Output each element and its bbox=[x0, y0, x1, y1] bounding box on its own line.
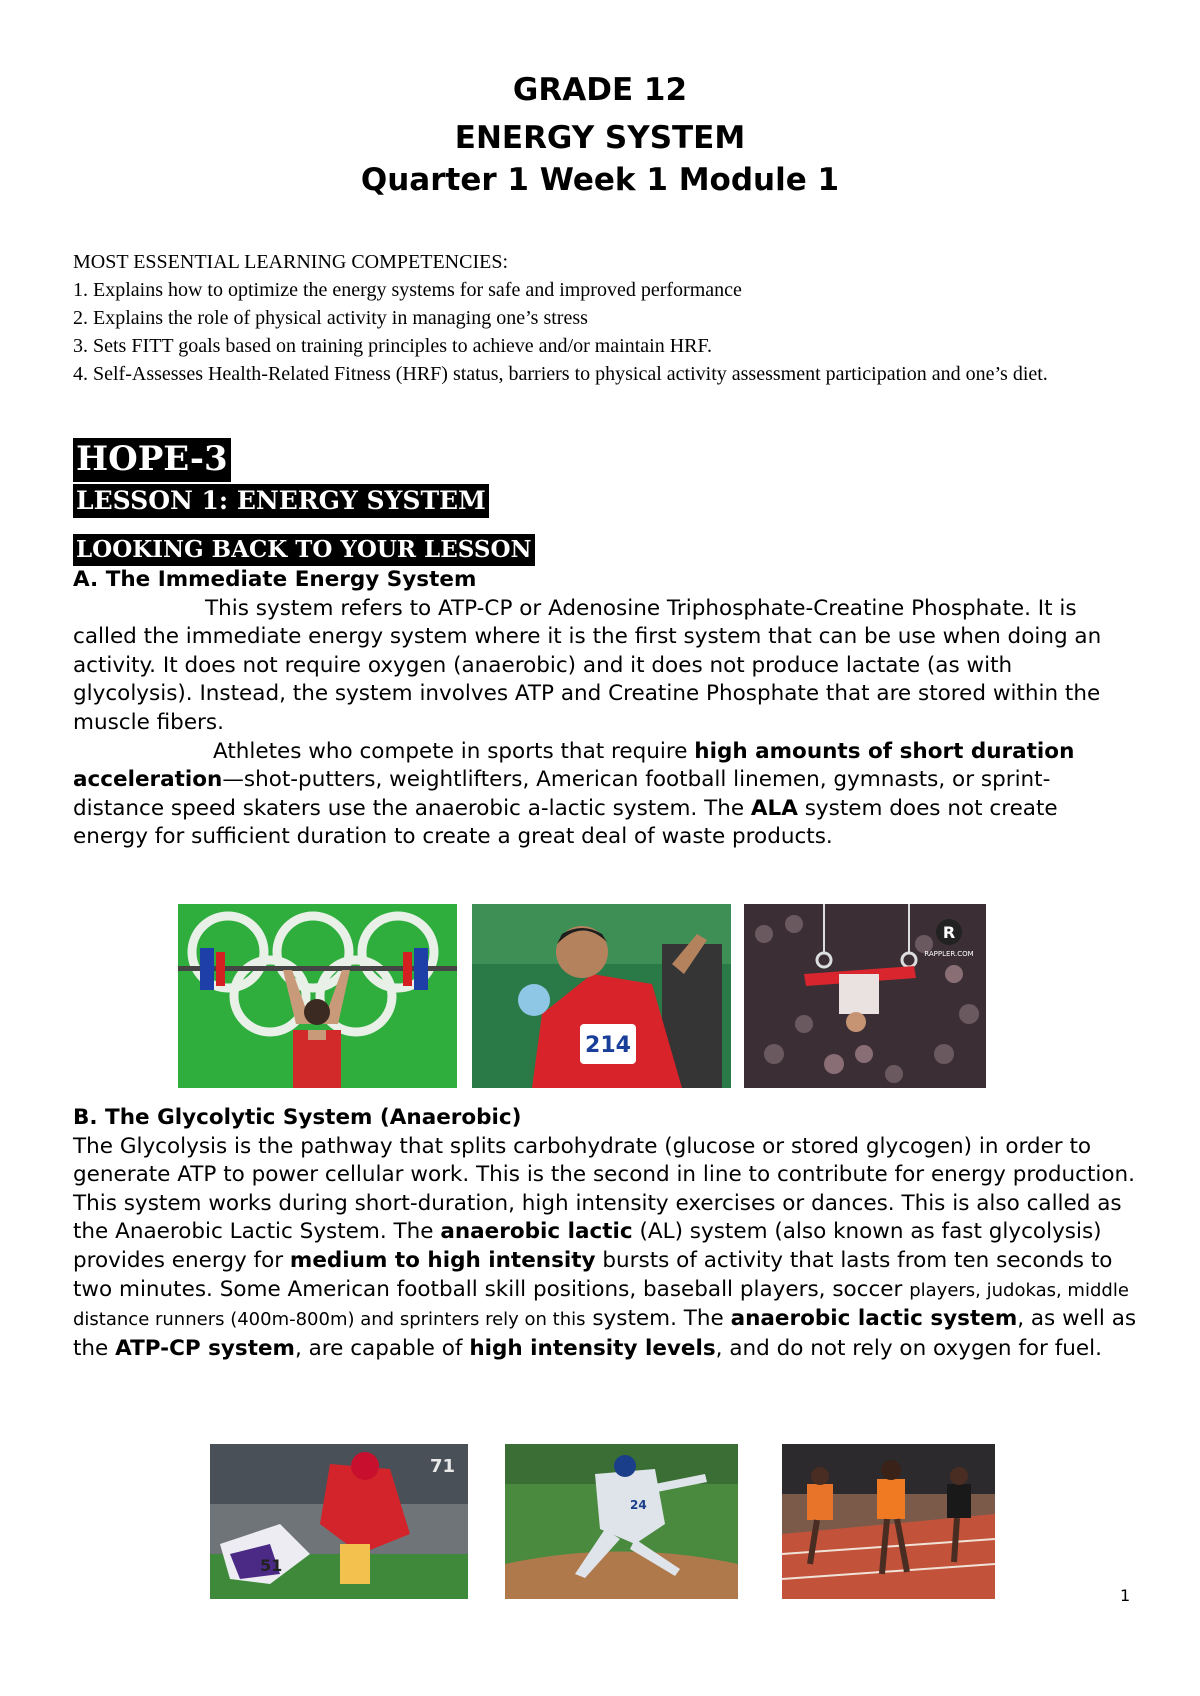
competency-item: 3. Sets FITT goals based on training principles to achieve and/or maintain HRF. bbox=[73, 335, 713, 357]
baseball-pitcher-photo bbox=[505, 1444, 738, 1599]
page-number: 1 bbox=[1120, 1586, 1131, 1605]
section-a-paragraph-2: Athletes who compete in sports that require high amounts of short duration acceleration—shot-putters, weightlifters, American football linemen, gymnasts, or sprint-distance speed skaters use the anaerobic a-lactic system. The ALA system does not create energy for sufficient duration to create a great deal of waste products. bbox=[73, 738, 1075, 850]
competency-item: 4. Self-Assesses Health-Related Fitness (HRF) status, barriers to physical activity assessment participation and one’s diet. bbox=[73, 363, 1048, 385]
svg-text:71: 71 bbox=[430, 1456, 456, 1477]
section-b bbox=[73, 1104, 1138, 1363]
gymnast-rings-photo bbox=[744, 904, 986, 1088]
american-football-photo bbox=[210, 1444, 468, 1599]
lesson-title: LESSON 1: ENERGY SYSTEM bbox=[73, 484, 489, 518]
module-heading: Quarter 1 Week 1 Module 1 bbox=[360, 162, 840, 198]
competency-item: 2. Explains the role of physical activity in managing one’s stress bbox=[73, 307, 588, 329]
section-a-title: A. The Immediate Energy System bbox=[73, 567, 477, 592]
weightlifter-photo bbox=[178, 904, 457, 1088]
grade-heading: GRADE 12 bbox=[512, 72, 688, 108]
rappler-watermark: RAPPLER.COM bbox=[924, 950, 974, 958]
looking-back-banner: LOOKING BACK TO YOUR LESSON bbox=[73, 534, 535, 566]
competency-item: 1. Explains how to optimize the energy systems for safe and improved performance bbox=[73, 279, 742, 301]
section-b-paragraph: The Glycolysis is the pathway that splits carbohydrate (glucose or stored glycogen) in order to generate ATP to power cellular work. This is the second in line to contribute for energy production. This system works during short-duration, high intensity exercises or dances. This is also called as the Anaerobic Lactic System. The anaerobic lactic (AL) system (also known as fast glycolysis) provides energy for medium to high intensity bursts of activity that lasts from ten seconds to two minutes. Some American football skill positions, baseball players, soccer players, judokas, middle distance runners (400m-800m) and sprinters rely on this system. The anaerobic lactic system, as well as the ATP-CP system, are capable of high intensity levels, and do not rely on oxygen for fuel. bbox=[73, 1133, 1137, 1361]
subject-heading: ENERGY SYSTEM bbox=[454, 120, 746, 156]
section-a-paragraph-1: This system refers to ATP-CP or Adenosine Triphosphate-Creatine Phosphate. It is called the immediate energy system where it is the first system that can be use when doing an activity. It does not require oxygen (anaerobic) and it does not produce lactate (as with glycolysis). Instead, the system involves ATP and Creatine Phosphate that are stored within the muscle fibers. bbox=[73, 595, 1102, 735]
competencies-title: MOST ESSENTIAL LEARNING COMPETENCIES: bbox=[73, 251, 509, 273]
competencies-list bbox=[73, 248, 1133, 388]
bib-number: 214 bbox=[585, 1033, 631, 1058]
svg-text:24: 24 bbox=[630, 1498, 647, 1512]
section-b-title: B. The Glycolytic System (Anaerobic) bbox=[73, 1105, 522, 1130]
course-label: HOPE-3 bbox=[73, 438, 231, 482]
sprinters-photo bbox=[782, 1444, 995, 1599]
svg-text:R: R bbox=[942, 923, 956, 942]
shot-putter-photo bbox=[472, 904, 731, 1088]
jersey-number: 51 bbox=[260, 1556, 283, 1575]
section-a bbox=[73, 566, 1138, 852]
